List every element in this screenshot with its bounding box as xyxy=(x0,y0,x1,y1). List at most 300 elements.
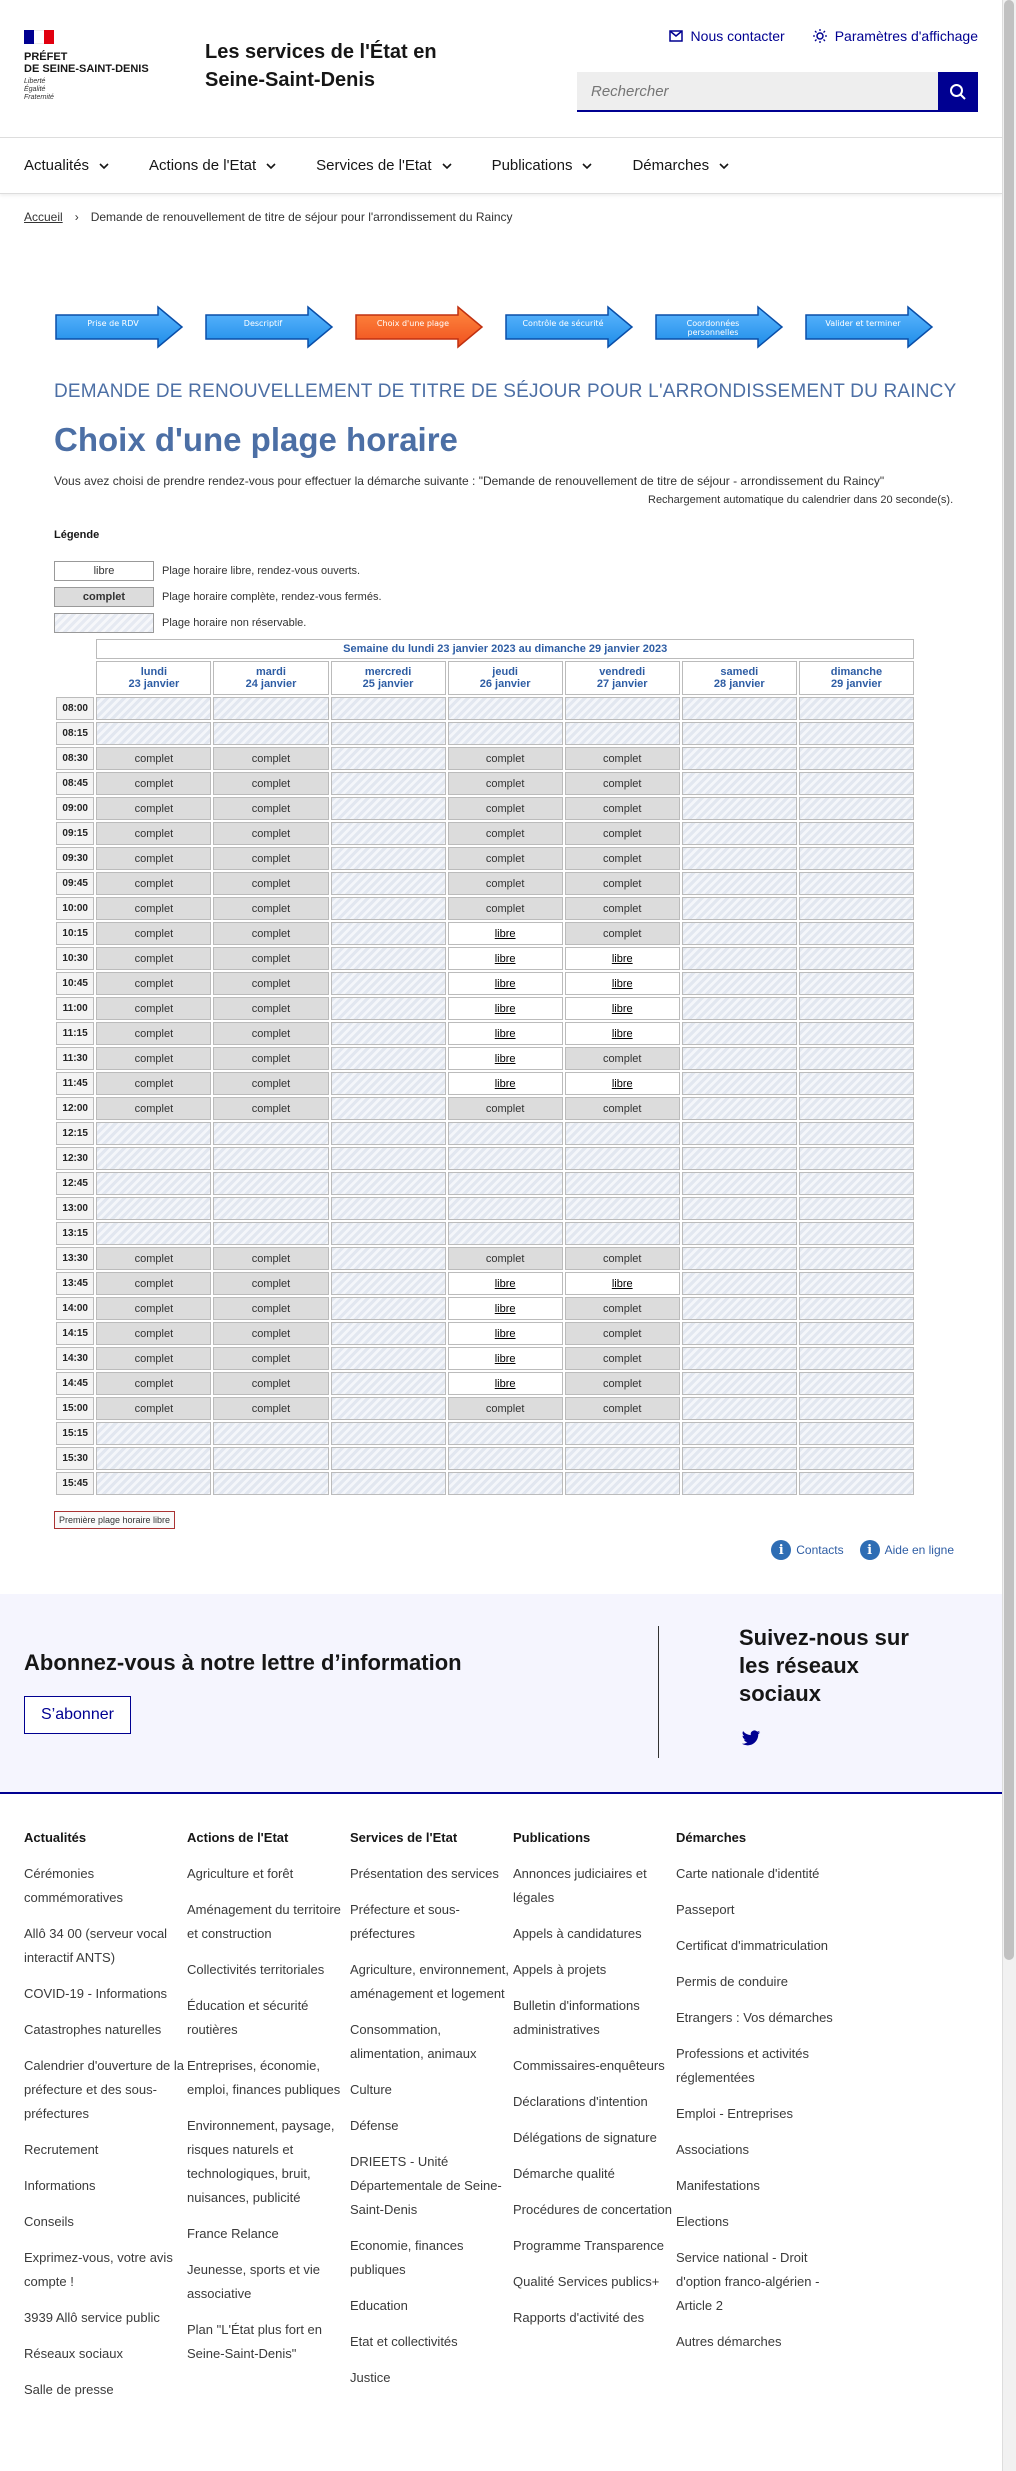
slot-unavailable xyxy=(799,1347,914,1370)
footer-link[interactable]: France Relance xyxy=(187,2226,279,2241)
footer-link[interactable]: Allô 34 00 (serveur vocal interactif ANTS) xyxy=(24,1926,168,1965)
slot-unavailable xyxy=(799,847,914,870)
slot-unavailable xyxy=(682,1047,797,1070)
step-label: Coordonnées personnelles xyxy=(686,319,740,337)
slot-unavailable xyxy=(565,1172,680,1195)
search-button[interactable] xyxy=(938,72,978,112)
breadcrumb xyxy=(24,210,513,224)
day-date: 28 janvier xyxy=(713,678,765,690)
slot-unavailable xyxy=(682,872,797,895)
slot-unavailable xyxy=(682,747,797,770)
slot-complet: complet xyxy=(96,872,211,895)
header-tools xyxy=(669,28,978,44)
slot-unavailable xyxy=(799,1247,914,1270)
nav-item[interactable] xyxy=(24,157,109,174)
slot-complet: complet xyxy=(213,1347,328,1370)
footer-link[interactable]: Aménagement du territoire et construction xyxy=(187,1902,341,1941)
footer-link[interactable]: Réseaux sociaux xyxy=(24,2346,123,2361)
slot-libre[interactable]: libre xyxy=(448,997,563,1020)
scrollbar-thumb[interactable] xyxy=(1004,0,1014,1960)
slot-complet: complet xyxy=(213,1397,328,1420)
slot-unavailable xyxy=(213,697,328,720)
nav-item[interactable] xyxy=(149,157,276,174)
footer-link[interactable]: Défense xyxy=(350,2118,399,2133)
slot-unavailable xyxy=(682,1397,797,1420)
nav-item[interactable] xyxy=(316,157,451,174)
slot-complet: complet xyxy=(565,1047,680,1070)
intro-text: Vous avez choisi de prendre rendez-vous pour effectuer la démarche suivante : "Demande de renouvellement de titre de séjour - arrondissement du Raincy" xyxy=(54,474,885,488)
slot-unavailable xyxy=(213,1122,328,1145)
footer-link[interactable]: Informations xyxy=(24,2178,96,2193)
time-row xyxy=(56,847,914,870)
prefet-logo[interactable] xyxy=(24,30,174,102)
slot-unavailable xyxy=(331,1297,446,1320)
footer-link[interactable]: Plan "L'État plus fort en Seine-Saint-Denis" xyxy=(187,2322,323,2361)
footer-link[interactable]: Démarche qualité xyxy=(513,2166,615,2181)
slot-complet: complet xyxy=(96,797,211,820)
slot-unavailable xyxy=(682,797,797,820)
slot-unavailable xyxy=(213,1472,328,1495)
slot-unavailable xyxy=(799,1022,914,1045)
time-row xyxy=(56,997,914,1020)
slot-unavailable xyxy=(331,1422,446,1445)
time-row xyxy=(56,947,914,970)
slot-unavailable xyxy=(96,1472,211,1495)
slot-unavailable xyxy=(682,1322,797,1345)
time-label: 13:45 xyxy=(56,1272,94,1295)
slot-complet: complet xyxy=(213,922,328,945)
slot-unavailable xyxy=(565,1122,680,1145)
legend-complet-box: complet xyxy=(54,587,154,607)
time-label: 12:00 xyxy=(56,1097,94,1120)
footer-link[interactable]: Manifestations xyxy=(676,2178,760,2193)
divider xyxy=(658,1626,659,1758)
nav-item[interactable] xyxy=(492,157,593,174)
slot-unavailable xyxy=(799,1122,914,1145)
slot-unavailable xyxy=(96,722,211,745)
day-date: 24 janvier xyxy=(245,678,297,690)
slot-unavailable xyxy=(799,1172,914,1195)
time-label: 15:45 xyxy=(56,1472,94,1495)
time-label: 09:15 xyxy=(56,822,94,845)
day-name: vendredi xyxy=(599,666,646,678)
footer-link[interactable]: Etat et collectivités xyxy=(350,2334,458,2349)
day-header xyxy=(682,661,797,695)
footer-link[interactable]: Appels à candidatures xyxy=(513,1926,642,1941)
contacts-link[interactable]: i Contacts xyxy=(771,1540,843,1560)
slot-libre[interactable]: libre xyxy=(448,922,563,945)
slot-complet: complet xyxy=(96,847,211,870)
slot-complet: complet xyxy=(96,997,211,1020)
footer-link[interactable]: Salle de presse xyxy=(24,2382,114,2397)
footer-link[interactable]: Qualité Services publics+ xyxy=(513,2274,660,2289)
slot-unavailable xyxy=(331,1022,446,1045)
site-header xyxy=(0,0,1002,138)
slot-unavailable xyxy=(682,1172,797,1195)
search-input[interactable] xyxy=(577,72,938,112)
footer-link[interactable]: Commissaires-enquêteurs xyxy=(513,2058,665,2073)
slot-complet: complet xyxy=(448,797,563,820)
time-label: 15:00 xyxy=(56,1397,94,1420)
slot-libre[interactable]: libre xyxy=(448,1347,563,1370)
slot-unavailable xyxy=(799,1397,914,1420)
slot-unavailable xyxy=(799,1097,914,1120)
footer-link[interactable]: Recrutement xyxy=(24,2142,99,2157)
legend-title: Légende xyxy=(54,529,100,541)
slot-unavailable xyxy=(448,1172,563,1195)
display-settings-link[interactable]: Paramètres d'affichage xyxy=(813,28,978,44)
slot-complet: complet xyxy=(448,1097,563,1120)
slot-unavailable xyxy=(565,1422,680,1445)
step-3 xyxy=(354,305,484,345)
slot-unavailable xyxy=(565,1447,680,1470)
slot-libre[interactable]: libre xyxy=(448,972,563,995)
footer-link[interactable]: Professions et activités réglementées xyxy=(676,2046,809,2085)
slot-libre[interactable]: libre xyxy=(448,1272,563,1295)
slot-complet: complet xyxy=(96,1397,211,1420)
time-label: 15:15 xyxy=(56,1422,94,1445)
slot-complet: complet xyxy=(565,897,680,920)
day-date: 29 janvier xyxy=(831,678,882,690)
nav-item-label: Services de l'Etat xyxy=(316,157,432,174)
slot-unavailable xyxy=(96,1222,211,1245)
slot-libre[interactable]: libre xyxy=(565,972,680,995)
slot-unavailable xyxy=(682,1422,797,1445)
slot-unavailable xyxy=(682,897,797,920)
days-row xyxy=(56,661,914,695)
first-free-slot-button[interactable]: Première plage horaire libre xyxy=(54,1511,175,1529)
slot-complet: complet xyxy=(448,1247,563,1270)
footer xyxy=(24,1826,1004,2414)
slot-complet: complet xyxy=(96,947,211,970)
footer-link[interactable]: Procédures de concertation xyxy=(513,2202,672,2217)
day-name: dimanche xyxy=(830,666,883,678)
step-1 xyxy=(54,305,184,345)
slot-unavailable xyxy=(331,697,446,720)
footer-link[interactable]: Elections xyxy=(676,2214,729,2229)
slot-unavailable xyxy=(799,922,914,945)
slot-complet: complet xyxy=(96,1297,211,1320)
devise: Liberté Égalité Fraternité xyxy=(24,78,54,101)
time-row xyxy=(56,1447,914,1470)
day-name: samedi xyxy=(720,666,759,678)
footer-link[interactable]: Permis de conduire xyxy=(676,1974,788,1989)
day-name: lundi xyxy=(140,666,168,678)
slot-complet: complet xyxy=(96,897,211,920)
social-title: Suivez-nous sur les réseaux sociaux xyxy=(739,1625,909,1706)
footer-link[interactable]: Éducation et sécurité routières xyxy=(187,1998,309,2037)
footer-link[interactable]: Appels à projets xyxy=(513,1962,607,1977)
slot-unavailable xyxy=(799,772,914,795)
slot-unavailable xyxy=(448,1422,563,1445)
slot-unavailable xyxy=(682,922,797,945)
day-date: 27 janvier xyxy=(596,678,648,690)
footer-link[interactable]: Cérémonies commémoratives xyxy=(24,1866,123,1905)
slot-complet: complet xyxy=(213,772,328,795)
slot-unavailable xyxy=(331,922,446,945)
step-label: Valider et terminer xyxy=(825,319,901,328)
slot-complet: complet xyxy=(448,747,563,770)
slot-unavailable xyxy=(448,1472,563,1495)
step-label: Descriptif xyxy=(243,319,283,328)
footer-link[interactable]: Conseils xyxy=(24,2214,74,2229)
slot-unavailable xyxy=(331,847,446,870)
slot-unavailable xyxy=(331,972,446,995)
slot-unavailable xyxy=(331,997,446,1020)
footer-link[interactable]: Economie, finances publiques xyxy=(350,2238,464,2277)
footer-link[interactable]: Catastrophes naturelles xyxy=(24,2022,162,2037)
slot-complet: complet xyxy=(448,1397,563,1420)
slot-unavailable xyxy=(799,872,914,895)
slot-libre[interactable]: libre xyxy=(565,1022,680,1045)
slot-complet: complet xyxy=(448,847,563,870)
slot-unavailable xyxy=(331,1397,446,1420)
slot-libre[interactable]: libre xyxy=(448,1072,563,1095)
slot-unavailable xyxy=(331,1447,446,1470)
footer-link[interactable]: Préfecture et sous-préfectures xyxy=(350,1902,460,1941)
slot-unavailable xyxy=(96,1122,211,1145)
day-date: 23 janvier xyxy=(128,678,180,690)
slot-complet: complet xyxy=(565,1247,680,1270)
footer-link[interactable]: Programme Transparence xyxy=(513,2238,665,2253)
slot-unavailable xyxy=(331,897,446,920)
slot-libre[interactable]: libre xyxy=(448,1372,563,1395)
slot-unavailable xyxy=(799,1047,914,1070)
nav-item[interactable] xyxy=(632,157,729,174)
breadcrumb-current: Demande de renouvellement de titre de séjour pour l'arrondissement du Raincy xyxy=(90,210,513,224)
slot-unavailable xyxy=(448,1122,563,1145)
slot-unavailable xyxy=(682,1147,797,1170)
slot-unavailable xyxy=(213,1172,328,1195)
footer-link[interactable]: Justice xyxy=(350,2370,391,2385)
time-label: 11:00 xyxy=(56,997,94,1020)
slot-complet: complet xyxy=(213,797,328,820)
time-label: 14:00 xyxy=(56,1297,94,1320)
slot-complet: complet xyxy=(96,772,211,795)
time-label: 12:15 xyxy=(56,1122,94,1145)
time-row xyxy=(56,1172,914,1195)
slot-unavailable xyxy=(213,1447,328,1470)
time-label: 11:30 xyxy=(56,1047,94,1070)
slot-libre[interactable]: libre xyxy=(565,1272,680,1295)
time-row xyxy=(56,722,914,745)
time-label: 13:00 xyxy=(56,1197,94,1220)
slot-unavailable xyxy=(213,1147,328,1170)
time-label: 08:15 xyxy=(56,722,94,745)
day-header xyxy=(565,661,680,695)
day-header xyxy=(331,661,446,695)
time-label: 09:45 xyxy=(56,872,94,895)
slot-unavailable xyxy=(331,872,446,895)
slot-unavailable xyxy=(799,1272,914,1295)
time-row xyxy=(56,1322,914,1345)
nav-item-label: Démarches xyxy=(632,157,710,174)
footer-link[interactable]: COVID-19 - Informations xyxy=(24,1986,168,2001)
slot-unavailable xyxy=(682,947,797,970)
week-title: Semaine du lundi 23 janvier 2023 au dimanche 29 janvier 2023 xyxy=(96,639,914,659)
time-row xyxy=(56,1297,914,1320)
slot-complet: complet xyxy=(565,1347,680,1370)
slot-unavailable xyxy=(96,1197,211,1220)
slot-unavailable xyxy=(448,697,563,720)
day-name: mercredi xyxy=(364,666,412,678)
footer-link[interactable]: Certificat d'immatriculation xyxy=(676,1938,829,1953)
time-row xyxy=(56,1122,914,1145)
nav-item-label: Actualités xyxy=(24,157,90,174)
footer-link[interactable]: Consommation, alimentation, animaux xyxy=(350,2022,477,2061)
footer-link[interactable]: Agriculture, environnement, aménagement et logement xyxy=(350,1962,509,2001)
slot-unavailable xyxy=(682,1197,797,1220)
slot-complet: complet xyxy=(96,1022,211,1045)
twitter-icon[interactable] xyxy=(741,1730,761,1752)
slot-complet: complet xyxy=(448,822,563,845)
slot-unavailable xyxy=(213,1197,328,1220)
slot-unavailable xyxy=(682,972,797,995)
slot-complet: complet xyxy=(96,1272,211,1295)
slot-libre[interactable]: libre xyxy=(448,1297,563,1320)
footer-link[interactable]: Education xyxy=(350,2298,408,2313)
newsletter-section xyxy=(0,1594,1002,1794)
time-row xyxy=(56,872,914,895)
footer-column xyxy=(24,1826,187,2414)
slot-unavailable xyxy=(799,797,914,820)
footer-link[interactable]: Etrangers : Vos démarches xyxy=(676,2010,833,2025)
footer-column-title: Démarches xyxy=(676,1830,747,1845)
footer-link[interactable]: Associations xyxy=(676,2142,749,2157)
footer-link[interactable]: 3939 Allô service public xyxy=(24,2310,160,2325)
footer-link[interactable]: Calendrier d'ouverture de la préfecture et des sous-préfectures xyxy=(24,2058,185,2121)
step-4 xyxy=(504,305,634,345)
slot-unavailable xyxy=(331,1247,446,1270)
time-row xyxy=(56,1397,914,1420)
slot-unavailable xyxy=(799,997,914,1020)
slot-unavailable xyxy=(565,1222,680,1245)
slot-unavailable xyxy=(682,772,797,795)
slot-complet: complet xyxy=(96,1047,211,1070)
slot-unavailable xyxy=(331,1097,446,1120)
footer-link[interactable]: Carte nationale d'identité xyxy=(676,1866,820,1881)
week-row xyxy=(56,639,914,659)
step-label: Contrôle de sécurité xyxy=(522,319,604,328)
day-name: mardi xyxy=(255,666,286,678)
footer-link[interactable]: Passeport xyxy=(676,1902,735,1917)
slot-complet: complet xyxy=(96,1372,211,1395)
slot-unavailable xyxy=(799,1072,914,1095)
slot-complet: complet xyxy=(565,1322,680,1345)
time-row xyxy=(56,1022,914,1045)
info-icon: i xyxy=(860,1540,880,1560)
time-label: 15:30 xyxy=(56,1447,94,1470)
breadcrumb-home[interactable]: Accueil xyxy=(24,210,63,224)
footer-link[interactable]: Déclarations d'intention xyxy=(513,2094,648,2109)
chevron-right-icon: › xyxy=(74,210,79,224)
nav-item-label: Actions de l'Etat xyxy=(149,157,257,174)
legend-libre-box: libre xyxy=(54,561,154,581)
step-label: Choix d'une plage xyxy=(376,319,450,328)
footer-column xyxy=(513,1826,676,2414)
progress-steps xyxy=(54,305,934,351)
slot-complet: complet xyxy=(213,1372,328,1395)
slot-complet: complet xyxy=(213,1322,328,1345)
slot-unavailable xyxy=(565,1472,680,1495)
slot-complet: complet xyxy=(565,822,680,845)
slot-complet: complet xyxy=(96,747,211,770)
scrollbar[interactable] xyxy=(1002,0,1016,2471)
slot-unavailable xyxy=(331,1072,446,1095)
time-label: 09:00 xyxy=(56,797,94,820)
online-help-link[interactable]: i Aide en ligne xyxy=(860,1540,954,1560)
slot-complet: complet xyxy=(213,1047,328,1070)
slot-complet: complet xyxy=(565,1397,680,1420)
slot-libre[interactable]: libre xyxy=(448,947,563,970)
slot-unavailable xyxy=(565,1147,680,1170)
slot-unavailable xyxy=(331,747,446,770)
footer-link[interactable]: Entreprises, économie, emploi, finances publiques xyxy=(187,2058,341,2097)
footer-link[interactable]: Rapports d'activité des xyxy=(513,2310,645,2325)
slot-complet: complet xyxy=(96,972,211,995)
footer-link[interactable]: Bulletin d'informations administratives xyxy=(513,1998,640,2037)
slot-unavailable xyxy=(565,697,680,720)
slot-unavailable xyxy=(682,1297,797,1320)
time-row xyxy=(56,897,914,920)
slot-unavailable xyxy=(799,947,914,970)
contact-link[interactable]: Nous contacter xyxy=(669,28,785,44)
time-label: 10:30 xyxy=(56,947,94,970)
footer-link[interactable]: Jeunesse, sports et vie associative xyxy=(187,2262,320,2301)
legend-libre: libre Plage horaire libre, rendez-vous ouverts. xyxy=(54,561,360,581)
footer-column-title: Actions de l'Etat xyxy=(187,1830,289,1845)
slot-complet: complet xyxy=(213,897,328,920)
site-name[interactable]: Les services de l'État en Seine-Saint-Denis xyxy=(205,41,437,91)
footer-link[interactable]: Présentation des services xyxy=(350,1866,499,1881)
footer-link[interactable]: Délégations de signature xyxy=(513,2130,657,2145)
slot-complet: complet xyxy=(213,1247,328,1270)
footer-column-title: Services de l'Etat xyxy=(350,1830,458,1845)
time-label: 09:30 xyxy=(56,847,94,870)
slot-unavailable xyxy=(799,972,914,995)
slot-unavailable xyxy=(682,1122,797,1145)
footer-link[interactable]: Collectivités territoriales xyxy=(187,1962,325,1977)
subscribe-button[interactable]: S’abonner xyxy=(24,1696,131,1734)
footer-link[interactable]: Emploi - Entreprises xyxy=(676,2106,794,2121)
footer-link[interactable]: Exprimez-vous, votre avis compte ! xyxy=(24,2250,173,2289)
slot-libre[interactable]: libre xyxy=(565,997,680,1020)
slot-unavailable xyxy=(448,1447,563,1470)
slot-libre[interactable]: libre xyxy=(448,1022,563,1045)
slot-complet: complet xyxy=(565,797,680,820)
time-label: 11:15 xyxy=(56,1022,94,1045)
time-row xyxy=(56,1422,914,1445)
slot-complet: complet xyxy=(96,922,211,945)
chevron-down-icon xyxy=(266,157,276,174)
footer-link[interactable]: DRIEETS - Unité Départementale de Seine-Saint-Denis xyxy=(350,2154,502,2217)
time-row xyxy=(56,772,914,795)
slot-unavailable xyxy=(565,722,680,745)
slot-unavailable xyxy=(682,997,797,1020)
footer-link[interactable]: Annonces judiciaires et légales xyxy=(513,1866,647,1905)
footer-link[interactable]: Environnement, paysage, risques naturels et technologiques, bruit, nuisances, publicité xyxy=(187,2118,335,2205)
slot-libre[interactable]: libre xyxy=(565,947,680,970)
footer-link[interactable]: Culture xyxy=(350,2082,392,2097)
time-row xyxy=(56,797,914,820)
slot-libre[interactable]: libre xyxy=(448,1322,563,1345)
slot-libre[interactable]: libre xyxy=(565,1072,680,1095)
footer-link[interactable]: Autres démarches xyxy=(676,2334,782,2349)
footer-link[interactable]: Agriculture et forêt xyxy=(187,1866,294,1881)
slot-libre[interactable]: libre xyxy=(448,1047,563,1070)
footer-link[interactable]: Service national - Droit d'option franco-algérien - Article 2 xyxy=(676,2250,820,2313)
time-row xyxy=(56,747,914,770)
